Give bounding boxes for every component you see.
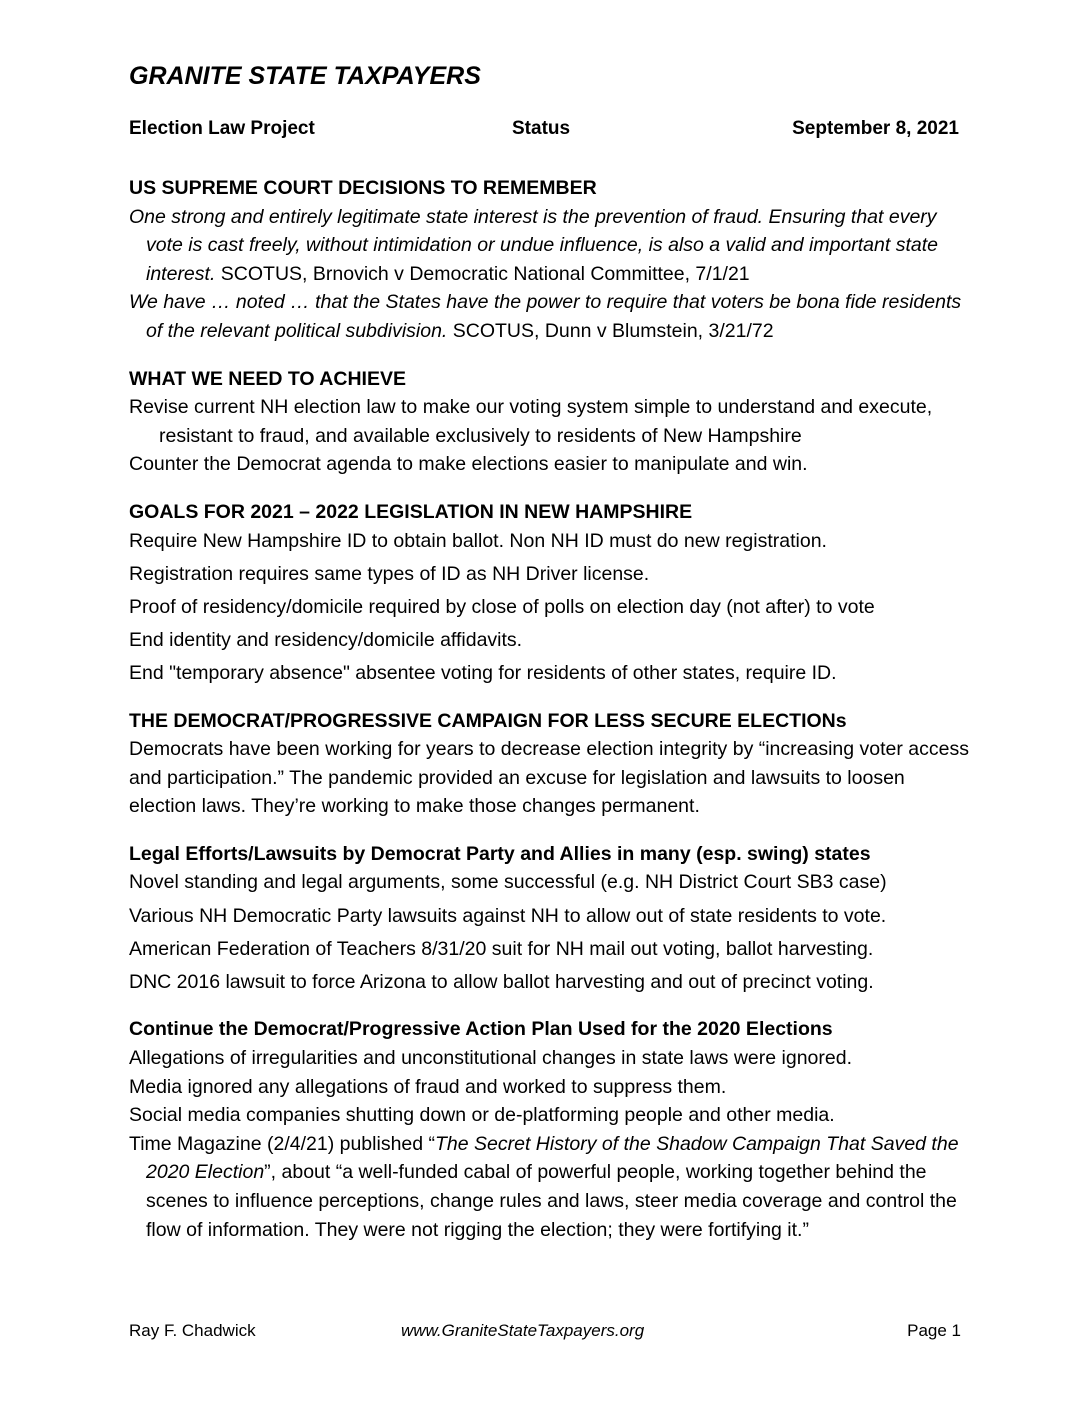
section-heading: Continue the Democrat/Progressive Action Plan Used for the 2020 Elections (129, 1018, 833, 1041)
list-item: American Federation of Teachers 8/31/20 suit for NH mail out voting, ballot harvesting. (129, 937, 874, 960)
list-item: End "temporary absence" absentee voting for residents of other states, require ID. (129, 661, 837, 684)
campaign-section (129, 707, 974, 821)
organization-title: GRANITE STATE TAXPAYERS (129, 62, 481, 90)
section-heading: THE DEMOCRAT/PROGRESSIVE CAMPAIGN FOR LESS SECURE ELECTIONs (129, 709, 847, 732)
article-title: The Secret History of the Shadow Campaign That Saved the 2020 Election (146, 1132, 959, 1184)
section-heading: Legal Efforts/Lawsuits by Democrat Party and Allies in many (esp. swing) states (129, 842, 871, 865)
section-heading: GOALS FOR 2021 – 2022 LEGISLATION IN NEW HAMPSHIRE (129, 500, 693, 523)
page-number: Page 1 (907, 1321, 961, 1340)
scotus-quote (129, 288, 974, 345)
list-item: Allegations of irregularities and unconstitutional changes in state laws were ignored. (129, 1046, 853, 1069)
time-suffix: ”, about “a well-funded cabal of powerful people, working together behind the scenes to influence perceptions, change rules and laws, steer media coverage and control the flow of information. They were not rigging the election; they were fortifying it.” (146, 1161, 957, 1241)
scotus-section (129, 174, 974, 346)
list-item: Proof of residency/domicile required by close of polls on election day (not after) to vote (129, 595, 875, 618)
quote-citation: SCOTUS, Brnovich v Democratic National Committee, 7/1/21 (215, 262, 750, 285)
list-item: Counter the Democrat agenda to make elections easier to manipulate and win. (129, 453, 808, 476)
project-name: Election Law Project (129, 118, 315, 139)
document-body (129, 174, 974, 1263)
footer-author: Ray F. Chadwick (129, 1321, 256, 1340)
footer-website: www.GraniteStateTaxpayers.org (401, 1321, 645, 1340)
document-date: September 8, 2021 (792, 118, 959, 139)
list-item: Require New Hampshire ID to obtain ballot. Non NH ID must do new registration. (129, 529, 827, 552)
time-prefix: Time Magazine (2/4/21) published “ (129, 1132, 436, 1155)
scotus-quote (129, 203, 974, 289)
time-magazine-item (129, 1130, 974, 1244)
list-item: Registration requires same types of ID as NH Driver license. (129, 562, 650, 585)
quote-citation: SCOTUS, Dunn v Blumstein, 3/21/72 (447, 319, 774, 342)
quote-text: One strong and entirely legitimate state interest is the prevention of fraud. Ensuring that every vote is cast freely, without intimidation or undue influence, is also a valid and important state interest. (129, 205, 938, 285)
achieve-section (129, 365, 974, 479)
section-heading: US SUPREME COURT DECISIONS TO REMEMBER (129, 177, 597, 199)
list-item: DNC 2016 lawsuit to force Arizona to allow ballot harvesting and out of precinct voting. (129, 970, 874, 993)
list-item: Social media companies shutting down or de-platforming people and other media. (129, 1104, 835, 1127)
list-item: Novel standing and legal arguments, some successful (e.g. NH District Court SB3 case) (129, 871, 887, 894)
list-item: End identity and residency/domicile affidavits. (129, 628, 523, 651)
paragraph: Democrats have been working for years to decrease election integrity by “increasing voter access and participation.” The pandemic provided an excuse for legislation and lawsuits to loosen election laws. They’re working to make those changes permanent. (129, 738, 969, 818)
section-heading: WHAT WE NEED TO ACHIEVE (129, 367, 406, 390)
quote-text: We have … noted … that the States have the power to require that voters be bona fide residents of the relevant political subdivision. (129, 291, 962, 342)
legal-section (129, 840, 974, 996)
page-footer (129, 1321, 961, 1343)
list-item: Media ignored any allegations of fraud and worked to suppress them. (129, 1075, 727, 1098)
list-item: Various NH Democratic Party lawsuits against NH to allow out of state residents to vote. (129, 904, 887, 927)
status-label: Status (512, 118, 571, 139)
list-item: Revise current NH election law to make our voting system simple to understand and execute, resistant to fraud, and available exclusively to residents of New Hampshire (129, 396, 933, 447)
plan-section (129, 1015, 974, 1244)
status-row (129, 118, 959, 144)
goals-section (129, 498, 974, 688)
